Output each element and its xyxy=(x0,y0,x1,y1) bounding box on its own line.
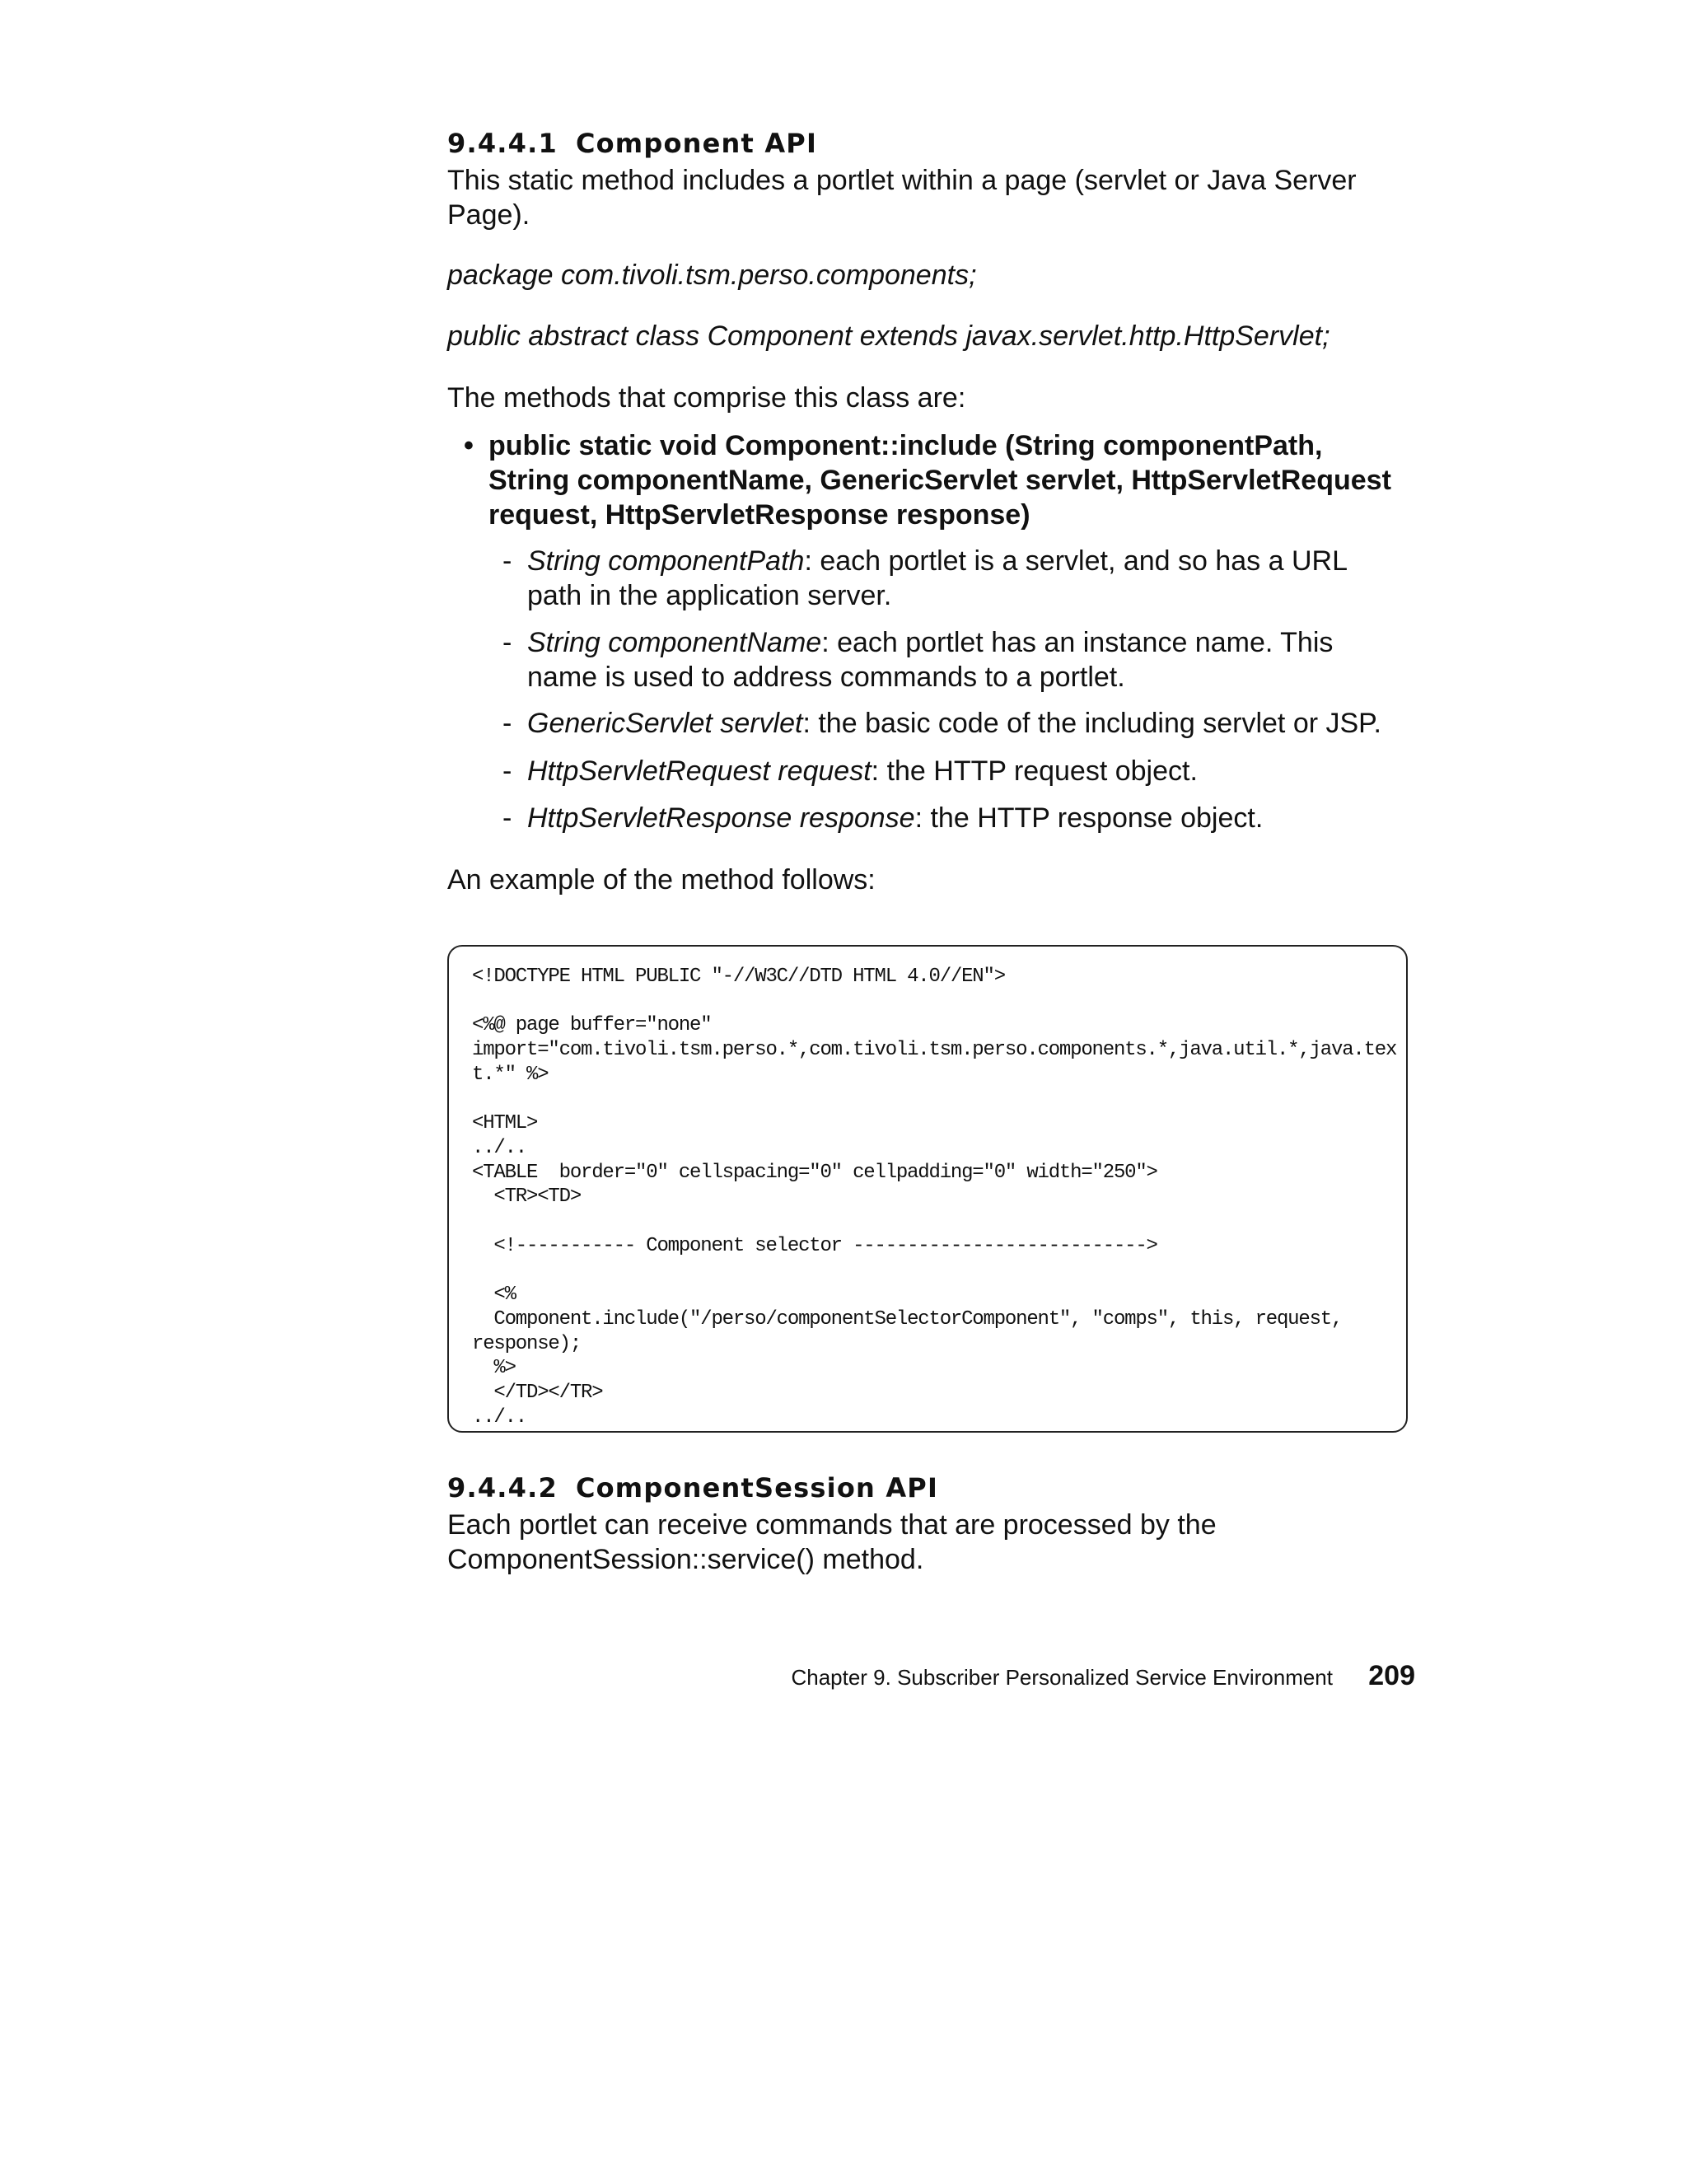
parameter-term: GenericServlet servlet xyxy=(527,708,803,739)
dash-marker: - xyxy=(502,545,512,577)
section-intro-paragraph: Each portlet can receive commands that are processed by the ComponentSession::service() method. xyxy=(447,1509,1217,1575)
parameter-description: : each portlet is a servlet, and so has a URL path in the application server. xyxy=(527,545,1347,611)
section-heading-componentsession-api xyxy=(447,1471,938,1504)
section-number: 9.4.4.2 xyxy=(447,1472,558,1504)
parameter-item xyxy=(502,801,1400,835)
method-signature: public static void Component::include (String componentPath, String componentName, GenericServlet servlet, HttpServletRequest request, HttpServletResponse response) xyxy=(488,430,1391,531)
section-title: Component API xyxy=(575,128,818,159)
method-bullet xyxy=(464,428,1403,532)
parameter-description: : each portlet has an instance name. This name is used to address commands to a portlet. xyxy=(527,627,1334,693)
section-title: ComponentSession API xyxy=(575,1472,939,1504)
code-example: <!DOCTYPE HTML PUBLIC "-//W3C//DTD HTML 4.0//EN"> <%@ page buffer="none" import="com.tivoli.tsm.perso.*,com.tivoli.tsm.perso.components.*,java.util.*,java.tex t.*" %> <HTML> ../.. <TABLE border="0" cellspacing="0" cellpadding="0" width="250"> <TR><TD> <!----------- Component selector ---------------------------> <% Component.include("/perso/componentSelectorComponent", "comps", this, request, response); %> </TD></TR> ../.. xyxy=(472,966,1397,1429)
example-intro-paragraph: An example of the method follows: xyxy=(447,864,876,896)
class-declaration: public abstract class Component extends javax.servlet.http.HttpServlet; xyxy=(447,320,1330,352)
parameter-term: HttpServletResponse response xyxy=(527,802,915,834)
parameter-item xyxy=(502,706,1400,741)
parameter-item xyxy=(502,625,1400,694)
section-heading-component-api xyxy=(447,127,817,160)
parameter-item xyxy=(502,754,1400,788)
parameter-term: String componentName xyxy=(527,627,822,658)
package-declaration: package com.tivoli.tsm.perso.components; xyxy=(447,260,977,291)
parameter-description: : the HTTP response object. xyxy=(914,802,1264,834)
parameter-description: : the basic code of the including servlet or JSP. xyxy=(802,708,1381,739)
parameter-term: String componentPath xyxy=(527,545,805,577)
dash-marker: - xyxy=(502,755,512,787)
parameter-description: : the HTTP request object. xyxy=(871,755,1198,787)
page-footer xyxy=(781,1660,1415,1693)
section-number: 9.4.4.1 xyxy=(447,128,558,159)
dash-marker: - xyxy=(502,708,512,739)
section-intro-paragraph: This static method includes a portlet within a page (servlet or Java Server Page). xyxy=(447,165,1357,231)
dash-marker: - xyxy=(502,627,512,658)
bullet-marker: • xyxy=(464,430,474,461)
footer-chapter-title: Chapter 9. Subscriber Personalized Service Environment xyxy=(791,1665,1333,1690)
dash-marker: - xyxy=(502,802,512,834)
methods-intro-paragraph: The methods that comprise this class are: xyxy=(447,382,966,414)
page-number: 209 xyxy=(1368,1660,1415,1691)
code-example-box xyxy=(447,945,1408,1433)
parameter-term: HttpServletRequest request xyxy=(527,755,872,787)
parameter-item xyxy=(502,544,1400,613)
